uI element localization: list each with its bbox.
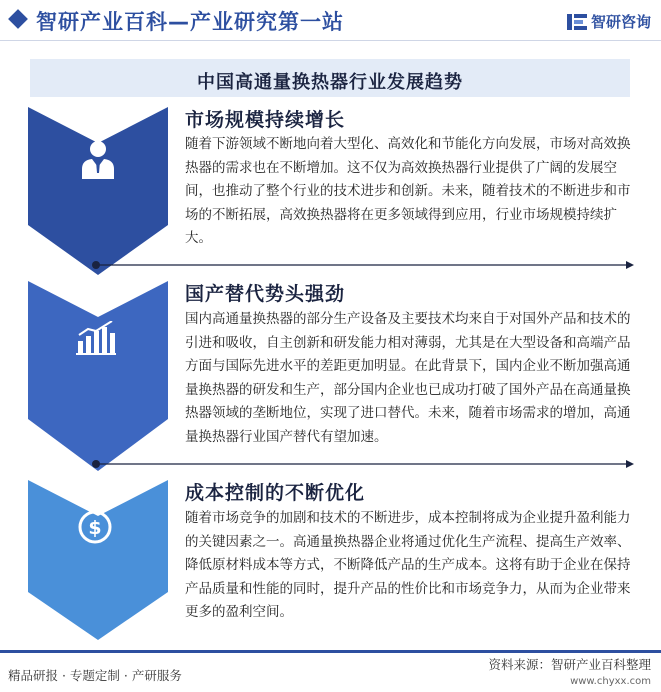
footer-services: 精品研报 · 专题定制 · 产研服务 (8, 668, 182, 683)
source-note: 资料来源：智研产业百科整理 (488, 657, 651, 672)
section-body: 随着市场竞争的加剧和技术的不断进步，成本控制将成为企业提升盈利能力的关键因素之一。高通量换热器企业将通过优化生产流程、提高生产效率、降低原材料成本等方式，不断降低产品的生产成本。这将有助于企业在保持产品质量和性能的同时，提升产品的性价比和市场竞争力，从而为企业带来更多的盈利空间。 (185, 510, 631, 620)
header-divider (0, 40, 661, 41)
section-body: 随着下游领域不断地向着大型化、高效化和节能化方向发展，市场对高效换热器的需求也在不断增加。这不仅为高效换热器行业提供了广阔的发展空间，也推动了整个行业的技术进步和创新。未来，随着技术的不断进步和市场的不断拓展，高效换热器将在更多领域得到应用，行业市场规模持续扩大。 (185, 136, 631, 246)
arrow-divider (92, 459, 634, 469)
page-footer (0, 650, 661, 692)
trend-section-1 (0, 99, 661, 274)
page-header (0, 0, 661, 44)
person-icon (80, 139, 116, 179)
diamond-icon (8, 9, 28, 29)
section-title: 成本控制的不断优化 (185, 482, 366, 504)
brand-name: 智研咨询 (590, 13, 651, 31)
dollar-coin-icon (78, 510, 112, 544)
brand-mark-icon (567, 13, 587, 31)
section-title: 市场规模持续增长 (185, 109, 346, 131)
bar-chart-icon (76, 321, 116, 355)
svg-text:$: $ (88, 517, 102, 539)
title-banner (30, 59, 630, 97)
site-title: 智研产业百科—产业研究第一站 (36, 10, 344, 34)
footer-divider (0, 650, 661, 653)
footer-url[interactable]: www.chyxx.com (570, 676, 651, 687)
arrow-divider (92, 260, 634, 270)
chevron-graphic (28, 107, 168, 275)
chevron-graphic (28, 480, 168, 640)
page-title: 中国高通量换热器行业发展趋势 (197, 72, 463, 93)
chevron-graphic (28, 281, 168, 471)
section-title: 国产替代势头强劲 (185, 283, 346, 305)
brand-logo[interactable] (567, 11, 651, 32)
trend-section-2 (0, 273, 661, 473)
section-body: 国内高通量换热器的部分生产设备及主要技术均来自于对国外产品和技术的引进和吸收，自主创新和研发能力相对薄弱，尤其是在大型设备和高端产品方面与国际先进水平的差距更加明显。在此背景下，国内企业不断加强高通量换热器的研发和生产，部分国内企业也已成功打破了国外产品在高通量换热器领域的垄断地位，实现了进口替代。未来，随着市场需求的增加，高通量换热器行业国产替代有望加速。 (185, 311, 631, 445)
trend-section-3 (0, 472, 661, 647)
